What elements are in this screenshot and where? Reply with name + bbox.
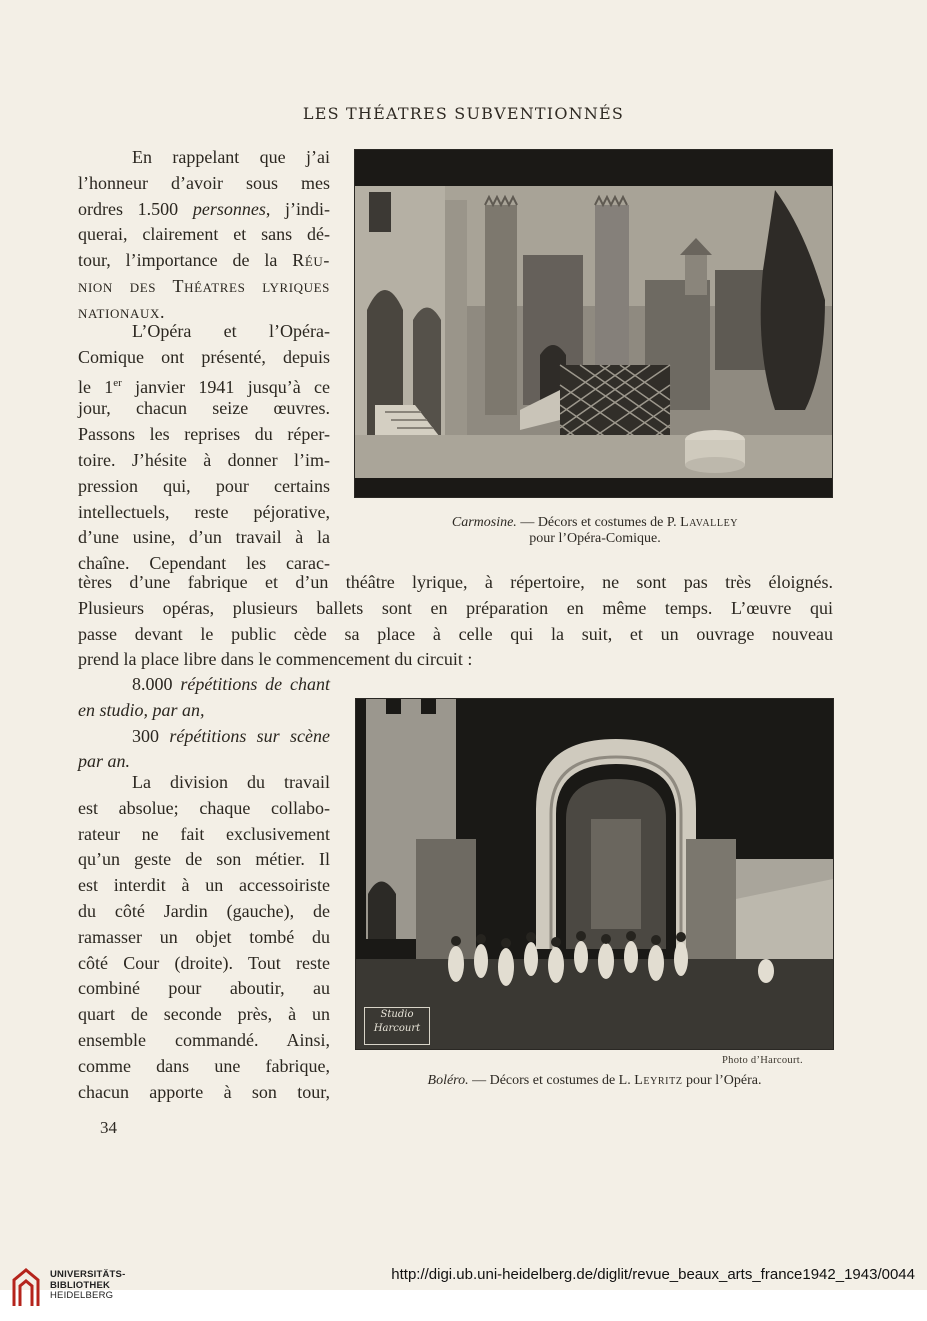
text-line: intellectuels, reste péjorative, [78,501,330,522]
text-line: chacun apporte à son tour, [78,1081,330,1102]
text-line: côté Cour (droite). Tout reste [78,952,330,973]
viewer-footer [0,1290,927,1321]
figure-bolero-caption: Boléro. — Décors et costumes de L. Leyritz pour l’Opéra. [427,1073,762,1088]
bolero-stage-illustration [356,699,833,1049]
paragraph-1 [78,145,330,326]
text-line: Comique ont présenté, depuis [78,346,330,367]
figure-bolero-photo [356,699,833,1049]
text-line: chaîne. Cependant les carac- [78,553,330,574]
text-line: pression qui, pour certains [78,475,330,496]
library-logo-icon [10,1264,42,1314]
text-line: prend la place libre dans le commencement du circuit : [78,649,473,670]
text-line: par an. [78,751,131,772]
text-line: quart de seconde près, à un [78,1004,330,1025]
text-line: querai, clairement et sans dé- [78,224,330,245]
text-line: l’honneur d’avoir sous mes [78,172,330,193]
text-line: qu’un geste de son métier. Il [78,849,330,870]
harcourt-signature-stamp: Studio Harcourt [364,1007,430,1045]
figure-carmosine-photo [355,150,832,497]
text-line: L’Opéra et l’Opéra- [132,321,330,341]
text-line: Passons les reprises du réper- [78,424,330,445]
text-line: La division du travail [132,772,330,792]
text-line: 300 répétitions sur scène [132,725,330,746]
carmosine-stage-illustration [355,150,832,497]
text-line: rateur ne fait exclusivement [78,823,330,844]
text-line: en studio, par an, [78,699,205,720]
running-head: LES THÉATRES SUBVENTIONNÉS [302,104,625,123]
text-line: tères d’une fabrique et d’un théâtre lyrique, à répertoire, ne sont pas très éloignés. [78,572,833,592]
text-line: le 1er janvier 1941 jusqu’à ce [78,376,330,397]
text-line: est interdit à un accessoiriste [78,875,330,896]
text-line: passe devant le public cède sa place à celle qui la suit, et un ouvrage nouveau [78,623,833,644]
text-line: jour, chacun seize œuvres. [78,398,330,419]
text-line: est absolue; chaque collabo- [78,797,330,818]
text-line: nion des Théatres lyriques [78,275,330,296]
text-line: nationaux. [78,301,166,322]
paragraph-4 [78,770,330,1105]
text-line: comme dans une fabrique, [78,1055,330,1076]
text-line: 8.000 répétitions de chant [132,674,330,694]
paragraph-2 [78,319,330,577]
text-line: Plusieurs opéras, plusieurs ballets sont en préparation en même temps. L’œuvre qui [78,597,833,618]
text-line: ordres 1.500 personnes, j’indi- [78,198,330,219]
text-line: combiné pour aboutir, au [78,978,330,999]
text-line: ensemble commandé. Ainsi, [78,1029,330,1050]
text-line: ramasser un objet tombé du [78,926,330,947]
figure-carmosine-caption: Carmosine. — Décors et costumes de P. Lavalley pour l’Opéra-Comique. [451,515,739,546]
library-name: UNIVERSITÄTS- BIBLIOTHEK HEIDELBERG [50,1269,126,1301]
text-line: d’une usine, d’un travail à la [78,527,330,548]
text-line: toire. J’hésite à donner l’im- [78,449,330,470]
text-line: En rappelant que j’ai [132,147,330,167]
text-line: tour, l’importance de la Réu- [78,250,330,271]
text-line: du côté Jardin (gauche), de [78,900,330,921]
paragraph-3 [78,672,330,775]
paragraph-2-continued [78,570,833,673]
photo-credit: Photo d’Harcourt. [722,1055,803,1066]
page-number: 34 [100,1118,117,1137]
source-url-link[interactable]: http://digi.ub.uni-heidelberg.de/diglit/revue_beaux_arts_france1942_1943/0044 [391,1266,915,1283]
